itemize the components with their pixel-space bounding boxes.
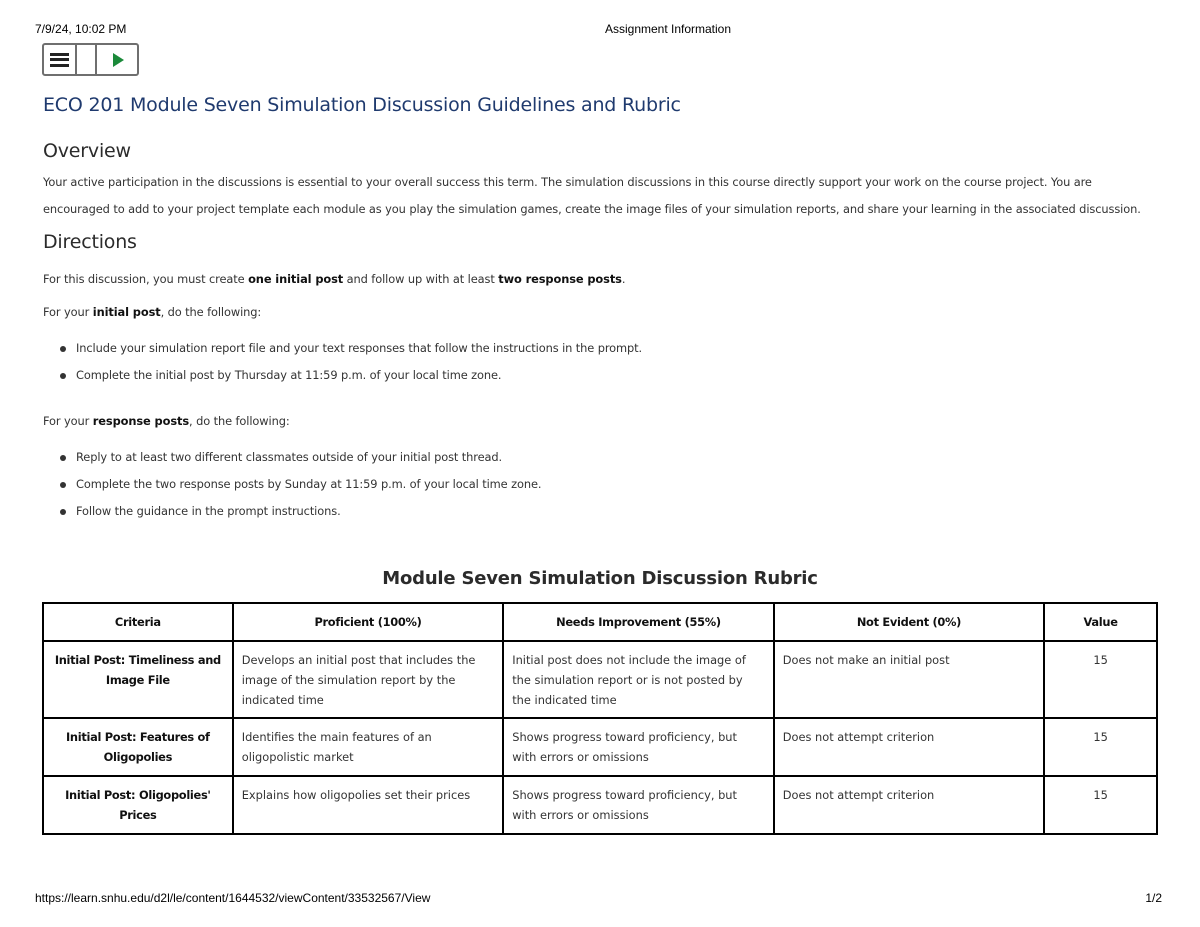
list-item: Follow the guidance in the prompt instructions. — [43, 498, 1158, 525]
intro-bold-initial: one initial post — [248, 272, 344, 286]
not-evident-cell: Does not make an initial post — [774, 641, 1044, 718]
intro-text-3: . — [621, 272, 626, 286]
header-criteria: Criteria — [43, 603, 233, 641]
not-evident-cell: Does not attempt criterion — [774, 718, 1044, 776]
overview-text: Your active participation in the discussions is essential to your overall success this term. The simulation discussions in this course directly support your work on the course project. You are encouraged to add to your project template each module as you play the simulation games, create the image files of your simulation reports, and share your learning in the associated discussion. — [43, 175, 1141, 216]
proficient-cell: Explains how oligopolies set their prices — [233, 776, 504, 834]
criteria-cell: Initial Post: Features of Oligopolies — [43, 718, 233, 776]
print-datetime: 7/9/24, 10:02 PM — [35, 22, 127, 36]
table-row — [43, 718, 1157, 776]
list-item: Reply to at least two different classmates outside of your initial post thread. — [43, 444, 1158, 471]
needs-improvement-cell: Shows progress toward proficiency, but with errors or omissions — [503, 776, 774, 834]
needs-improvement-cell: Initial post does not include the image of the simulation report or is not posted by the indicated time — [503, 641, 774, 718]
intro-text-1: For this discussion, you must create — [43, 272, 249, 286]
page-title: ECO 201 Module Seven Simulation Discussion Guidelines and Rubric — [43, 94, 681, 116]
criteria-cell: Initial Post: Timeliness and Image File — [43, 641, 233, 718]
intro-bold-response: two response posts — [498, 272, 622, 286]
viewer-toolbar — [42, 43, 139, 76]
overview-heading: Overview — [43, 140, 131, 162]
play-button[interactable] — [97, 45, 137, 74]
response-posts-list — [43, 444, 1158, 525]
rubric-table — [42, 602, 1158, 835]
play-icon — [113, 53, 124, 67]
header-not-evident: Not Evident (0%) — [774, 603, 1044, 641]
print-page-title: Assignment Information — [604, 22, 732, 36]
initial-post-lead — [43, 302, 1158, 322]
intro-text-2: and follow up with at least — [343, 272, 499, 286]
initial-post-list — [43, 335, 1158, 389]
list-item: Include your simulation report file and your text responses that follow the instructions in the prompt. — [43, 335, 1158, 362]
not-evident-cell: Does not attempt criterion — [774, 776, 1044, 834]
header-needs-improvement: Needs Improvement (55%) — [503, 603, 774, 641]
value-cell: 15 — [1044, 776, 1157, 834]
response-lead-bold: response posts — [92, 414, 190, 428]
initial-lead-bold: initial post — [92, 305, 161, 319]
response-lead-text-1: For your — [43, 414, 93, 428]
table-row — [43, 776, 1157, 834]
toolbar-blank-button[interactable] — [77, 45, 97, 74]
proficient-cell: Identifies the main features of an oligopolistic market — [233, 718, 504, 776]
criteria-cell: Initial Post: Oligopolies' Prices — [43, 776, 233, 834]
header-value: Value — [1044, 603, 1157, 641]
rubric-title: Module Seven Simulation Discussion Rubric — [382, 568, 818, 589]
initial-lead-text-2: , do the following: — [160, 305, 262, 319]
print-footer — [0, 891, 1200, 907]
menu-icon — [50, 53, 69, 67]
directions-heading: Directions — [43, 231, 137, 253]
print-page-number: 1/2 — [1145, 891, 1162, 905]
proficient-cell: Develops an initial post that includes the image of the simulation report by the indicated time — [233, 641, 504, 718]
list-item: Complete the two response posts by Sunday at 11:59 p.m. of your local time zone. — [43, 471, 1158, 498]
header-proficient: Proficient (100%) — [233, 603, 504, 641]
initial-lead-text-1: For your — [43, 305, 93, 319]
menu-button[interactable] — [44, 45, 77, 74]
assignment-content — [43, 92, 1158, 525]
response-lead-text-2: , do the following: — [189, 414, 290, 428]
response-posts-lead — [43, 411, 1158, 431]
print-url: https://learn.snhu.edu/d2l/le/content/1644532/viewContent/33532567/View — [35, 891, 431, 905]
directions-intro — [43, 269, 1158, 289]
list-item: Complete the initial post by Thursday at 11:59 p.m. of your local time zone. — [43, 362, 1158, 389]
value-cell: 15 — [1044, 641, 1157, 718]
print-header — [0, 22, 1200, 38]
needs-improvement-cell: Shows progress toward proficiency, but with errors or omissions — [503, 718, 774, 776]
table-header-row — [43, 603, 1157, 641]
value-cell: 15 — [1044, 718, 1157, 776]
table-row — [43, 641, 1157, 718]
